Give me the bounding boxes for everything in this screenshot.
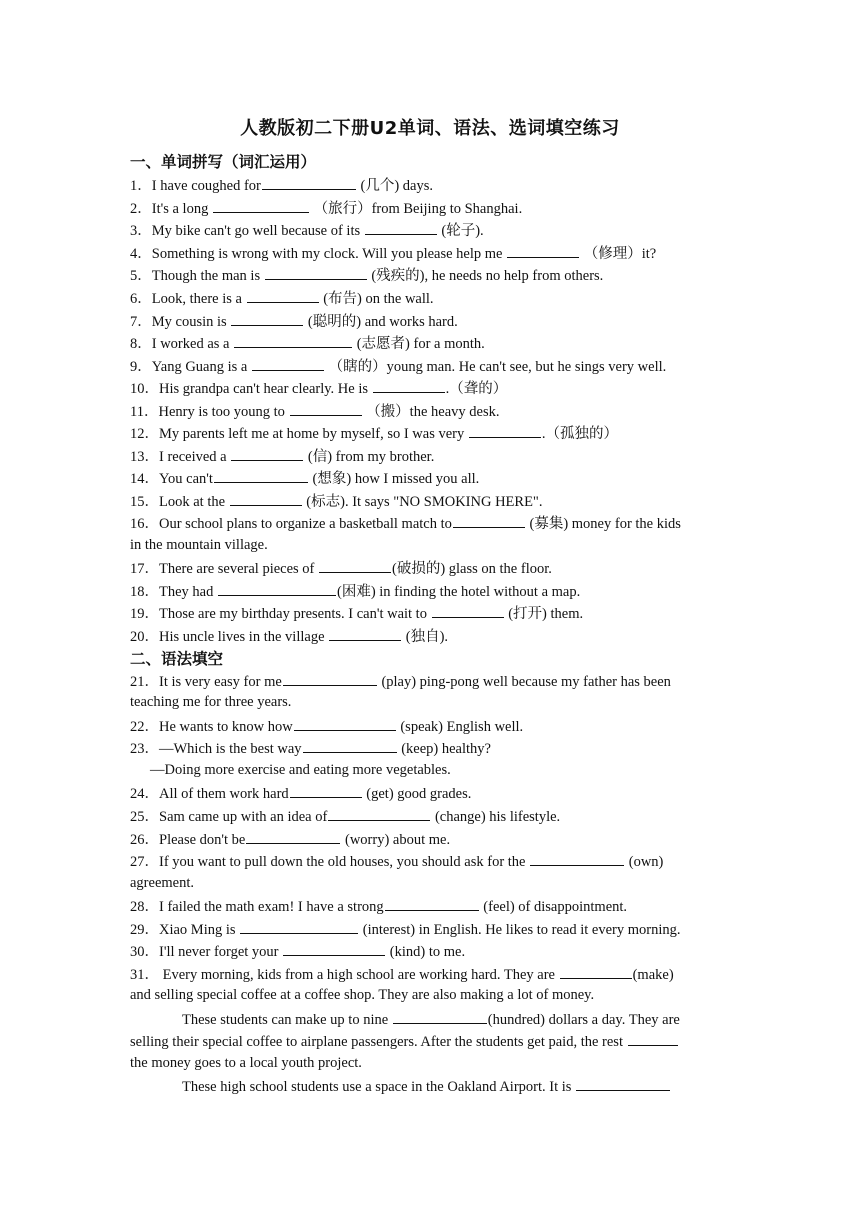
answer-blank[interactable] (231, 445, 303, 461)
answer-blank[interactable] (319, 557, 391, 573)
question-line: 19．Those are my birthday presents. I can't wait to (打开) them. (130, 602, 740, 624)
answer-blank[interactable] (252, 355, 324, 371)
answer-blank[interactable] (507, 242, 579, 258)
answer-blank[interactable] (373, 377, 445, 393)
question-line: 26．Please don't be (worry) about me. (130, 828, 740, 850)
answer-blank[interactable] (365, 219, 437, 235)
question-line: 3．My bike can't go well because of its (轮子). (130, 219, 740, 241)
question-line: 30．I'll never forget your (kind) to me. (130, 940, 740, 962)
passage-line: These students can make up to nine (hundred) dollars a day. They are (130, 1008, 792, 1030)
answer-blank[interactable] (246, 828, 340, 844)
answer-blank[interactable] (214, 467, 308, 483)
answer-blank[interactable] (385, 895, 479, 911)
answer-blank[interactable] (628, 1030, 678, 1046)
question-line: 21．It is very easy for me (play) ping-pong well because my father has been (130, 670, 740, 692)
question-line: 2．It's a long （旅行）from Beijing to Shanghai. (130, 197, 740, 219)
question-line: 24．All of them work hard (get) good grades. (130, 782, 740, 804)
question-line: 23．—Which is the best way (keep) healthy? (130, 737, 740, 759)
question-line-continued: agreement. (130, 875, 195, 891)
question-line: 5．Though the man is (残疾的), he needs no help from others. (130, 264, 740, 286)
answer-blank[interactable] (329, 625, 401, 641)
question-line: 22．He wants to know how (speak) English well. (130, 715, 740, 737)
section-heading-vocabulary: 一、单词拼写（词汇运用） (130, 153, 317, 171)
question-line: 13．I received a (信) from my brother. (130, 445, 740, 467)
question-line: 12．My parents left me at home by myself, so I was very .（孤独的） (130, 422, 740, 444)
answer-blank[interactable] (303, 737, 397, 753)
page-title: 人教版初二下册U2单词、语法、选词填空练习 (240, 118, 620, 139)
question-line: 9．Yang Guang is a （瞎的）young man. He can't see, but he sings very well. (130, 355, 740, 377)
passage-line: and selling special coffee at a coffee shop. They are also making a lot of money. (130, 987, 595, 1003)
question-line-continued: teaching me for three years. (130, 694, 292, 710)
answer-blank[interactable] (290, 400, 362, 416)
answer-blank[interactable] (290, 782, 362, 798)
question-line: 31． Every morning, kids from a high school are working hard. They are (make) (130, 963, 740, 985)
answer-blank[interactable] (469, 422, 541, 438)
question-line: 18．They had (困难) in finding the hotel without a map. (130, 580, 740, 602)
answer-blank[interactable] (393, 1008, 487, 1024)
answer-blank[interactable] (560, 963, 632, 979)
question-line: 20．His uncle lives in the village (独自). (130, 625, 740, 647)
answer-blank[interactable] (328, 805, 430, 821)
question-line-continued: —Doing more exercise and eating more vegetables. (150, 762, 451, 778)
answer-blank[interactable] (576, 1075, 670, 1091)
question-line: 1．I have coughed for (几个) days. (130, 174, 740, 196)
question-line: 10．His grandpa can't hear clearly. He is .（聋的） (130, 377, 740, 399)
question-line: 27．If you want to pull down the old houses, you should ask for the (own) (130, 850, 740, 872)
answer-blank[interactable] (230, 490, 302, 506)
answer-blank[interactable] (283, 670, 377, 686)
answer-blank[interactable] (231, 310, 303, 326)
answer-blank[interactable] (262, 174, 356, 190)
answer-blank[interactable] (247, 287, 319, 303)
passage-line: These high school students use a space in the Oakland Airport. It is (130, 1075, 792, 1097)
answer-blank[interactable] (530, 850, 624, 866)
answer-blank[interactable] (218, 580, 336, 596)
answer-blank[interactable] (294, 715, 396, 731)
question-line: 29．Xiao Ming is (interest) in English. He likes to read it every morning. (130, 918, 740, 940)
answer-blank[interactable] (234, 332, 352, 348)
answer-blank[interactable] (240, 918, 358, 934)
question-line: 28．I failed the math exam! I have a strong (feel) of disappointment. (130, 895, 740, 917)
question-line: 15．Look at the (标志). It says "NO SMOKING HERE". (130, 490, 740, 512)
answer-blank[interactable] (453, 512, 525, 528)
question-line: 14．You can't (想象) how I missed you all. (130, 467, 740, 489)
question-line: 25．Sam came up with an idea of (change) his lifestyle. (130, 805, 740, 827)
question-line: 4．Something is wrong with my clock. Will you please help me （修理）it? (130, 242, 740, 264)
question-line: 11．Henry is too young to （搬）the heavy desk. (130, 400, 740, 422)
question-line: 7．My cousin is (聪明的) and works hard. (130, 310, 740, 332)
section-heading-grammar: 二、语法填空 (130, 650, 224, 668)
answer-blank[interactable] (213, 197, 309, 213)
passage-line: the money goes to a local youth project. (130, 1055, 362, 1071)
answer-blank[interactable] (283, 940, 385, 956)
question-line: 17．There are several pieces of (破损的) glass on the floor. (130, 557, 740, 579)
passage-line: selling their special coffee to airplane passengers. After the students get paid, the rest (130, 1030, 740, 1052)
answer-blank[interactable] (265, 264, 367, 280)
question-line-continued: in the mountain village. (130, 537, 268, 553)
question-line: 16．Our school plans to organize a basketball match to (募集) money for the kids (130, 512, 740, 534)
answer-blank[interactable] (432, 602, 504, 618)
question-line: 6．Look, there is a (布告) on the wall. (130, 287, 740, 309)
question-line: 8．I worked as a (志愿者) for a month. (130, 332, 740, 354)
